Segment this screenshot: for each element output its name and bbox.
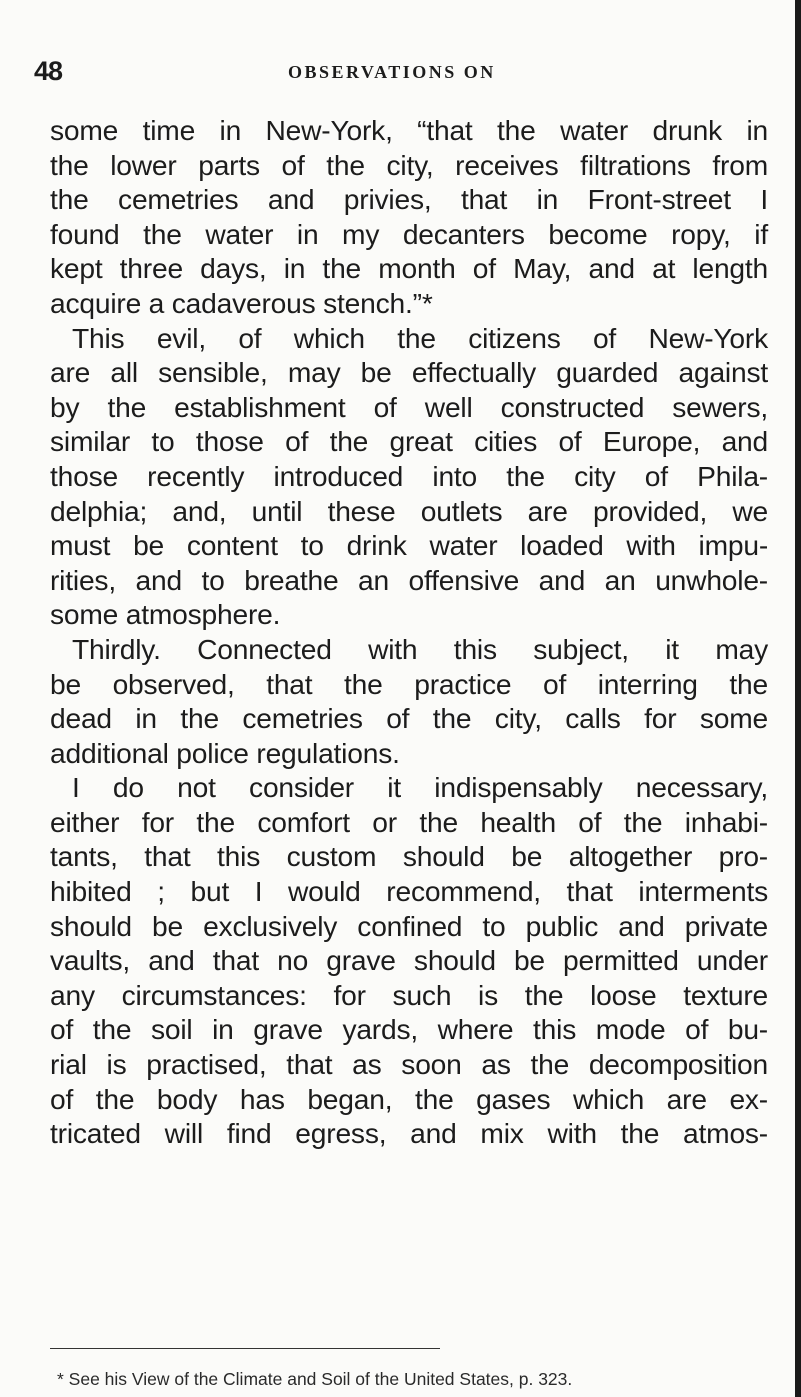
text-line: either for the comfort or the health of the inhabi- [50,805,768,838]
text-line: must be content to drink water loaded with impu- [50,529,768,562]
text-line: rities, and to breathe an offensive and an unwhole- [50,563,768,596]
text-line: vaults, and that no grave should be permitted under [50,944,768,977]
text-line: the cemetries and privies, that in Front-street I [50,183,768,216]
text-line: Thirdly. Connected with this subject, it may [72,632,768,665]
text-line: I do not consider it indispensably necessary, [72,771,768,804]
text-line: those recently introduced into the city of Phila- [50,459,768,492]
text-line: dead in the cemetries of the city, calls for some [50,702,768,735]
text-line: delphia; and, until these outlets are provided, we [50,494,768,527]
scan-edge-shadow [795,0,801,1397]
page-number: 48 [34,56,63,86]
text-line: are all sensible, may be effectually guarded against [50,356,768,389]
text-line: tricated will find egress, and mix with the atmos- [50,1117,768,1150]
text-line: the lower parts of the city, receives filtrations from [50,148,768,181]
text-line: any circumstances: for such is the loose texture [50,978,768,1011]
text-line: rial is practised, that as soon as the decomposition [50,1048,768,1081]
text-line: additional police regulations. [50,736,400,769]
body-text [50,113,768,1151]
footnote: * See his View of the Climate and Soil of the United States, p. 323. [57,1369,573,1389]
text-line: acquire a cadaverous stench.”* [50,286,433,319]
text-line: hibited ; but I would recommend, that interments [50,875,768,908]
text-line: should be exclusively confined to public and private [50,909,768,942]
running-head: OBSERVATIONS ON [288,62,496,82]
page-header [34,56,734,96]
footnote-divider [50,1348,440,1349]
text-line: This evil, of which the citizens of New-York [72,321,768,354]
text-line: kept three days, in the month of May, and at length [50,252,768,285]
text-line: of the body has began, the gases which are ex- [50,1082,768,1115]
text-line: be observed, that the practice of interring the [50,667,768,700]
text-line: some time in New-York, “that the water drunk in [50,114,768,146]
text-line: found the water in my decanters become ropy, if [50,217,768,250]
text-line: similar to those of the great cities of Europe, and [50,425,768,458]
text-line: tants, that this custom should be altogether pro- [50,840,768,873]
text-line: some atmosphere. [50,598,281,631]
text-line: by the establishment of well constructed sewers, [50,390,768,423]
text-line: of the soil in grave yards, where this mode of bu- [50,1013,768,1046]
